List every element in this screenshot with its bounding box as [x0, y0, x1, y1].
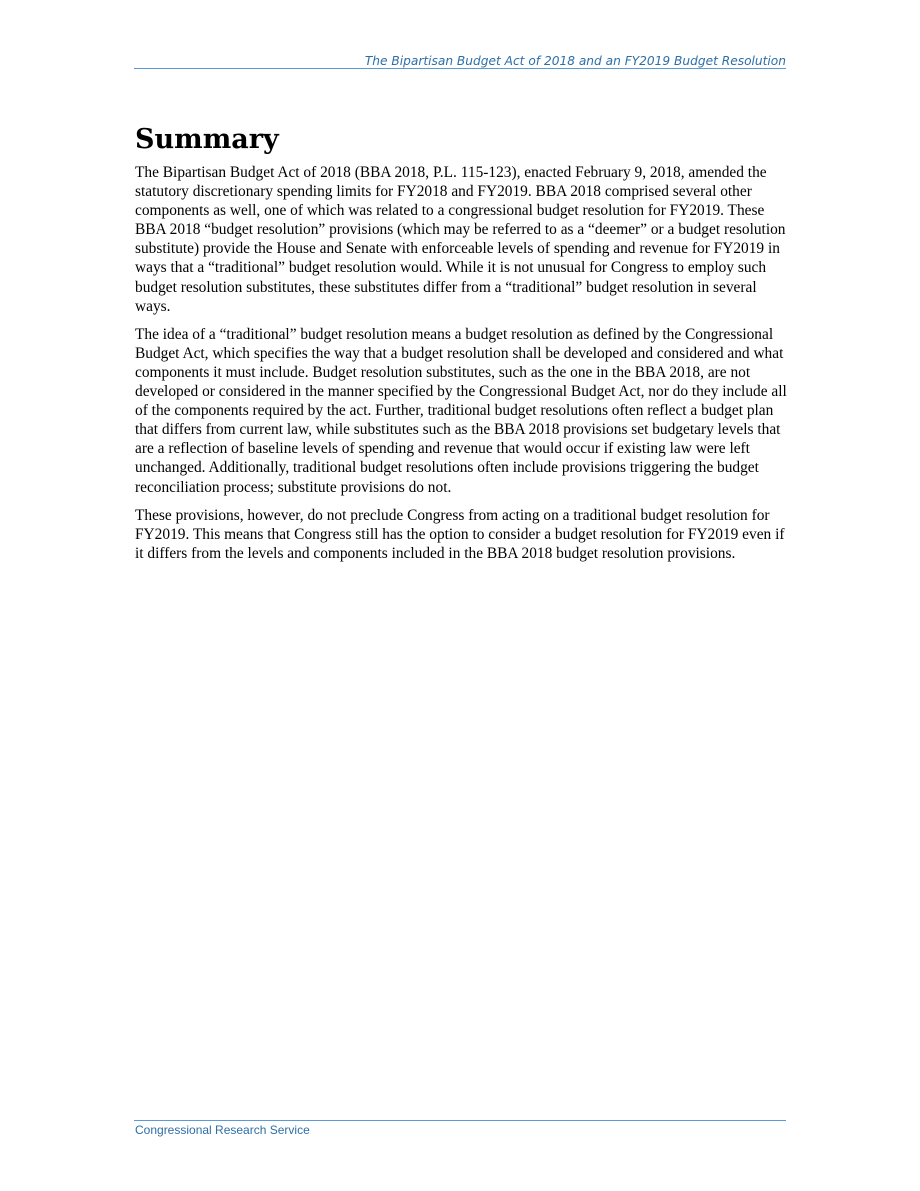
- summary-paragraph-1: The Bipartisan Budget Act of 2018 (BBA 2018, P.L. 115-123), enacted February 9, 2018, amended the statutory discretionary spending limits for FY2018 and FY2019. BBA 2018 comprised several other components as well, one of which was related to a congressional budget resolution for FY2019. These BBA 2018 “budget resolution” provisions (which may be referred to as a “deemer” or a budget resolution substitute) provide the House and Senate with enforceable levels of spending and revenue for FY2019 in ways that a “traditional” budget resolution would. While it is not unusual for Congress to employ such budget resolution substitutes, these substitutes differ from a “traditional” budget resolution in several ways.: [135, 164, 786, 315]
- summary-paragraph-3: These provisions, however, do not preclude Congress from acting on a traditional budget resolution for FY2019. This means that Congress still has the option to consider a budget resolution for FY2019 even if it differs from the levels and components included in the BBA 2018 budget resolution provisions.: [135, 506, 785, 562]
- section-title: Summary: [135, 124, 279, 155]
- running-header-title: The Bipartisan Budget Act of 2018 and an FY2019 Budget Resolution: [364, 54, 786, 68]
- running-footer-organization: Congressional Research Service: [135, 1123, 310, 1137]
- header-divider: [134, 68, 786, 69]
- summary-paragraph-2: The idea of a “traditional” budget resolution means a budget resolution as defined by the Congressional Budget Act, which specifies the way that a budget resolution shall be developed and considered and what components it must include. Budget resolution substitutes, such as the one in the BBA 2018, are not developed or considered in the manner specified by the Congressional Budget Act, nor do they include all of the components required by the act. Further, traditional budget resolutions often reflect a budget plan that differs from current law, while substitutes such as the BBA 2018 provisions set budgetary levels that are a reflection of baseline levels of spending and revenue that would occur if existing law were left unchanged. Additionally, traditional budget resolutions often include provisions triggering the budget reconciliation process; substitute provisions do not.: [135, 325, 787, 496]
- footer-divider: [134, 1120, 786, 1121]
- summary-section: [135, 120, 787, 572]
